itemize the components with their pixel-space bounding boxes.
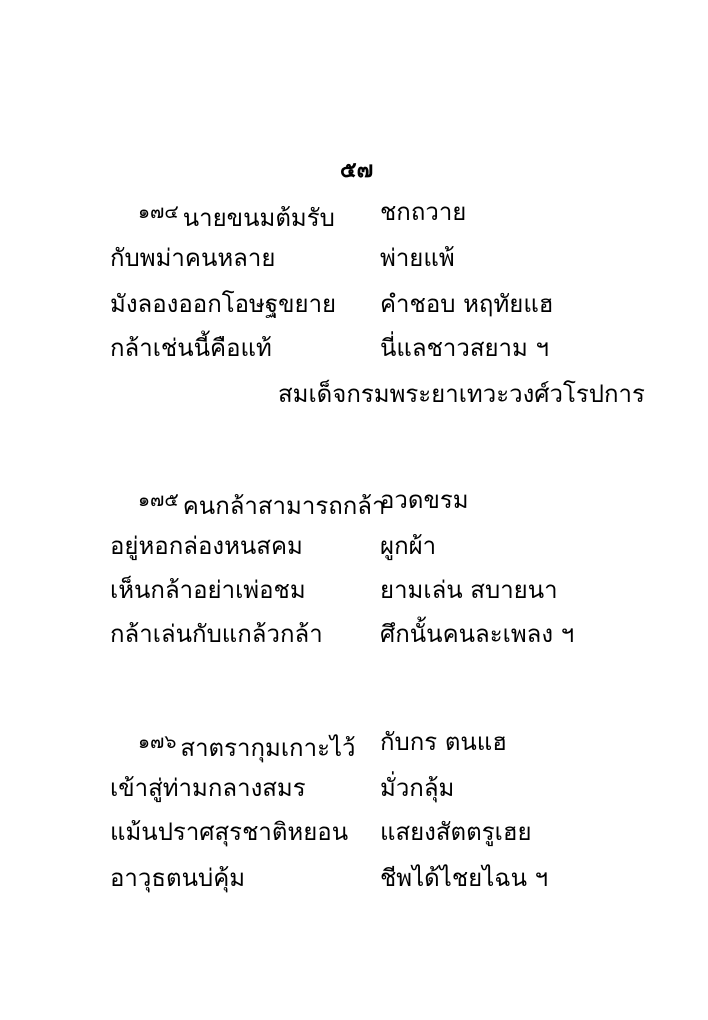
line-second-half: กับกร ตนแฮ (380, 728, 507, 756)
line-second-half: คำชอบ หฤทัยแฮ (380, 290, 554, 318)
line-second-half: อวดขรม (380, 486, 469, 514)
line-second-half: ยามเล่น สบายนา (380, 576, 558, 604)
line-first-half: เข้าสู่ท่ามกลางสมร (110, 774, 306, 802)
line-first-half: นายขนมต้มรับ (182, 204, 335, 232)
line-second-half: ชกถวาย (380, 198, 467, 226)
line-second-half: นี่แลชาวสยาม ฯ (380, 334, 549, 362)
line-second-half: แสยงสัตตรูเฮย (380, 818, 532, 846)
line-second-half: ศึกนั้นคนละเพลง ฯ (380, 620, 575, 648)
line-first-half: กับพม่าคนหลาย (110, 244, 276, 272)
line-second-half: มั่วกลุ้ม (380, 774, 455, 802)
line-second-half: ผูกผ้า (380, 532, 437, 560)
line-first-half: อาวุธตนบ่คุ้ม (110, 864, 246, 892)
line-first-half: กล้าเล่นกับแกล้วกล้า (110, 620, 323, 648)
line-first-half: กล้าเช่นนี้คือแท้ (110, 334, 272, 362)
line-second-half: ชีพได้ไชยไฉน ฯ (380, 864, 549, 892)
line-first-half: สาตรากุมเกาะไว้ (180, 734, 356, 762)
poem-line (138, 726, 356, 764)
poem-line (138, 484, 385, 522)
verse-number: ๑๗๔ (138, 201, 179, 223)
line-first-half: เห็นกล้าอย่าเพ่อชม (110, 576, 306, 604)
line-first-half: อยู่หอกล่องหนสคม (110, 532, 303, 560)
line-first-half: คนกล้าสามารถกล้า (182, 492, 386, 520)
poem-line (138, 196, 335, 234)
verse-number: ๑๗๕ (138, 489, 179, 511)
verse-number: ๑๗๖ (138, 731, 177, 753)
line-first-half: มังลองออกโอษฐขยาย (110, 290, 337, 318)
page-number: ๕๗ (340, 157, 374, 183)
line-second-half: พ่ายแพ้ (380, 244, 455, 272)
author-attribution: สมเด็จกรมพระยาเทวะวงศ์วโรปการ (278, 380, 645, 408)
line-first-half: แม้นปราศสุรชาติหยอน (110, 818, 349, 846)
